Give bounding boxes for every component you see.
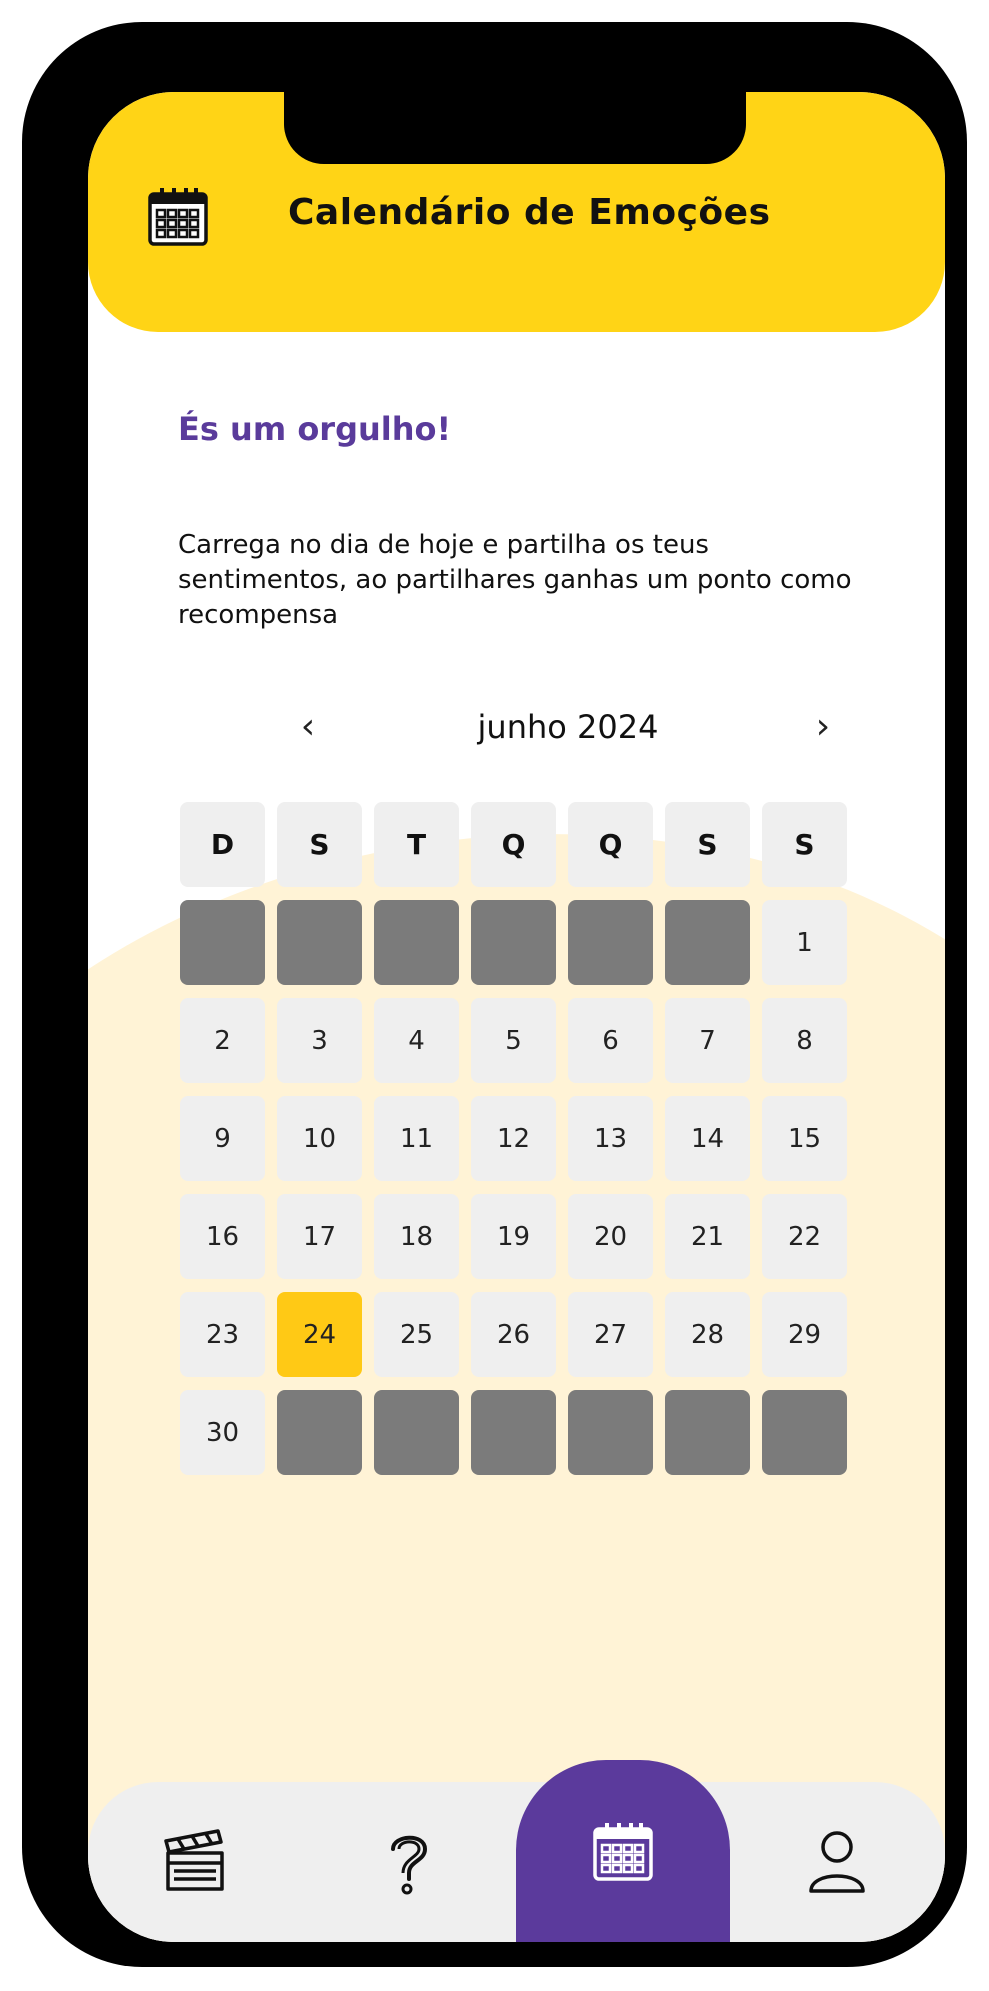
tab-videos[interactable] [88, 1782, 302, 1942]
day-cell[interactable]: 7 [665, 998, 750, 1083]
app-screen [88, 92, 945, 1942]
day-cell[interactable]: 27 [568, 1292, 653, 1377]
day-cell[interactable]: 30 [180, 1390, 265, 1475]
empty-day-cell [277, 1390, 362, 1475]
bottom-tab-bar [88, 1782, 945, 1942]
day-cell[interactable]: 10 [277, 1096, 362, 1181]
clapperboard-icon [160, 1827, 230, 1897]
empty-day-cell [374, 1390, 459, 1475]
month-navigation [208, 702, 831, 762]
page-title: Calendário de Emoções [288, 192, 771, 233]
day-cell[interactable]: 25 [374, 1292, 459, 1377]
day-cell[interactable]: 15 [762, 1096, 847, 1181]
empty-day-cell [374, 900, 459, 985]
encouragement-heading: És um orgulho! [178, 410, 452, 448]
user-icon [805, 1827, 869, 1897]
day-cell[interactable]: 8 [762, 998, 847, 1083]
day-cell[interactable]: 16 [180, 1194, 265, 1279]
weekday-header: T [374, 802, 459, 887]
empty-day-cell [665, 1390, 750, 1475]
weekday-header: Q [471, 802, 556, 887]
app-header [88, 92, 945, 332]
day-cell[interactable]: 5 [471, 998, 556, 1083]
day-cell[interactable]: 4 [374, 998, 459, 1083]
calendar-grid [180, 802, 847, 1475]
day-cell[interactable]: 9 [180, 1096, 265, 1181]
empty-day-cell [471, 900, 556, 985]
day-cell[interactable]: 13 [568, 1096, 653, 1181]
day-cell[interactable]: 26 [471, 1292, 556, 1377]
day-cell[interactable]: 21 [665, 1194, 750, 1279]
weekday-header: S [665, 802, 750, 887]
day-cell[interactable]: 20 [568, 1194, 653, 1279]
day-cell[interactable]: 19 [471, 1194, 556, 1279]
day-cell[interactable]: 14 [665, 1096, 750, 1181]
phone-frame [22, 22, 967, 1967]
day-cell-today[interactable]: 24 [277, 1292, 362, 1377]
empty-day-cell [568, 1390, 653, 1475]
weekday-header: S [277, 802, 362, 887]
month-label: junho 2024 [477, 708, 659, 746]
day-cell[interactable]: 17 [277, 1194, 362, 1279]
calendar-icon [591, 1819, 655, 1883]
empty-day-cell [277, 900, 362, 985]
day-cell[interactable]: 23 [180, 1292, 265, 1377]
tab-profile[interactable] [730, 1782, 944, 1942]
day-cell[interactable]: 28 [665, 1292, 750, 1377]
chevron-right-icon[interactable]: › [815, 706, 831, 747]
weekday-header: Q [568, 802, 653, 887]
phone-notch [284, 92, 746, 164]
empty-day-cell [180, 900, 265, 985]
day-cell[interactable]: 6 [568, 998, 653, 1083]
day-cell[interactable]: 22 [762, 1194, 847, 1279]
day-cell[interactable]: 12 [471, 1096, 556, 1181]
empty-day-cell [471, 1390, 556, 1475]
tab-calendar[interactable] [516, 1760, 730, 1942]
calendar-icon [146, 184, 210, 248]
empty-day-cell [568, 900, 653, 985]
day-cell[interactable]: 1 [762, 900, 847, 985]
empty-day-cell [762, 1390, 847, 1475]
tab-quiz[interactable] [302, 1782, 516, 1942]
instructions-text: Carrega no dia de hoje e partilha os teus sentimentos, ao partilhares ganhas um ponto como recompensa [178, 530, 852, 630]
day-cell[interactable]: 3 [277, 998, 362, 1083]
day-cell[interactable]: 29 [762, 1292, 847, 1377]
day-cell[interactable]: 11 [374, 1096, 459, 1181]
chevron-left-icon[interactable]: ‹ [300, 706, 316, 747]
day-cell[interactable]: 2 [180, 998, 265, 1083]
empty-day-cell [665, 900, 750, 985]
question-mark-icon [379, 1827, 439, 1897]
day-cell[interactable]: 18 [374, 1194, 459, 1279]
weekday-header: S [762, 802, 847, 887]
weekday-header: D [180, 802, 265, 887]
